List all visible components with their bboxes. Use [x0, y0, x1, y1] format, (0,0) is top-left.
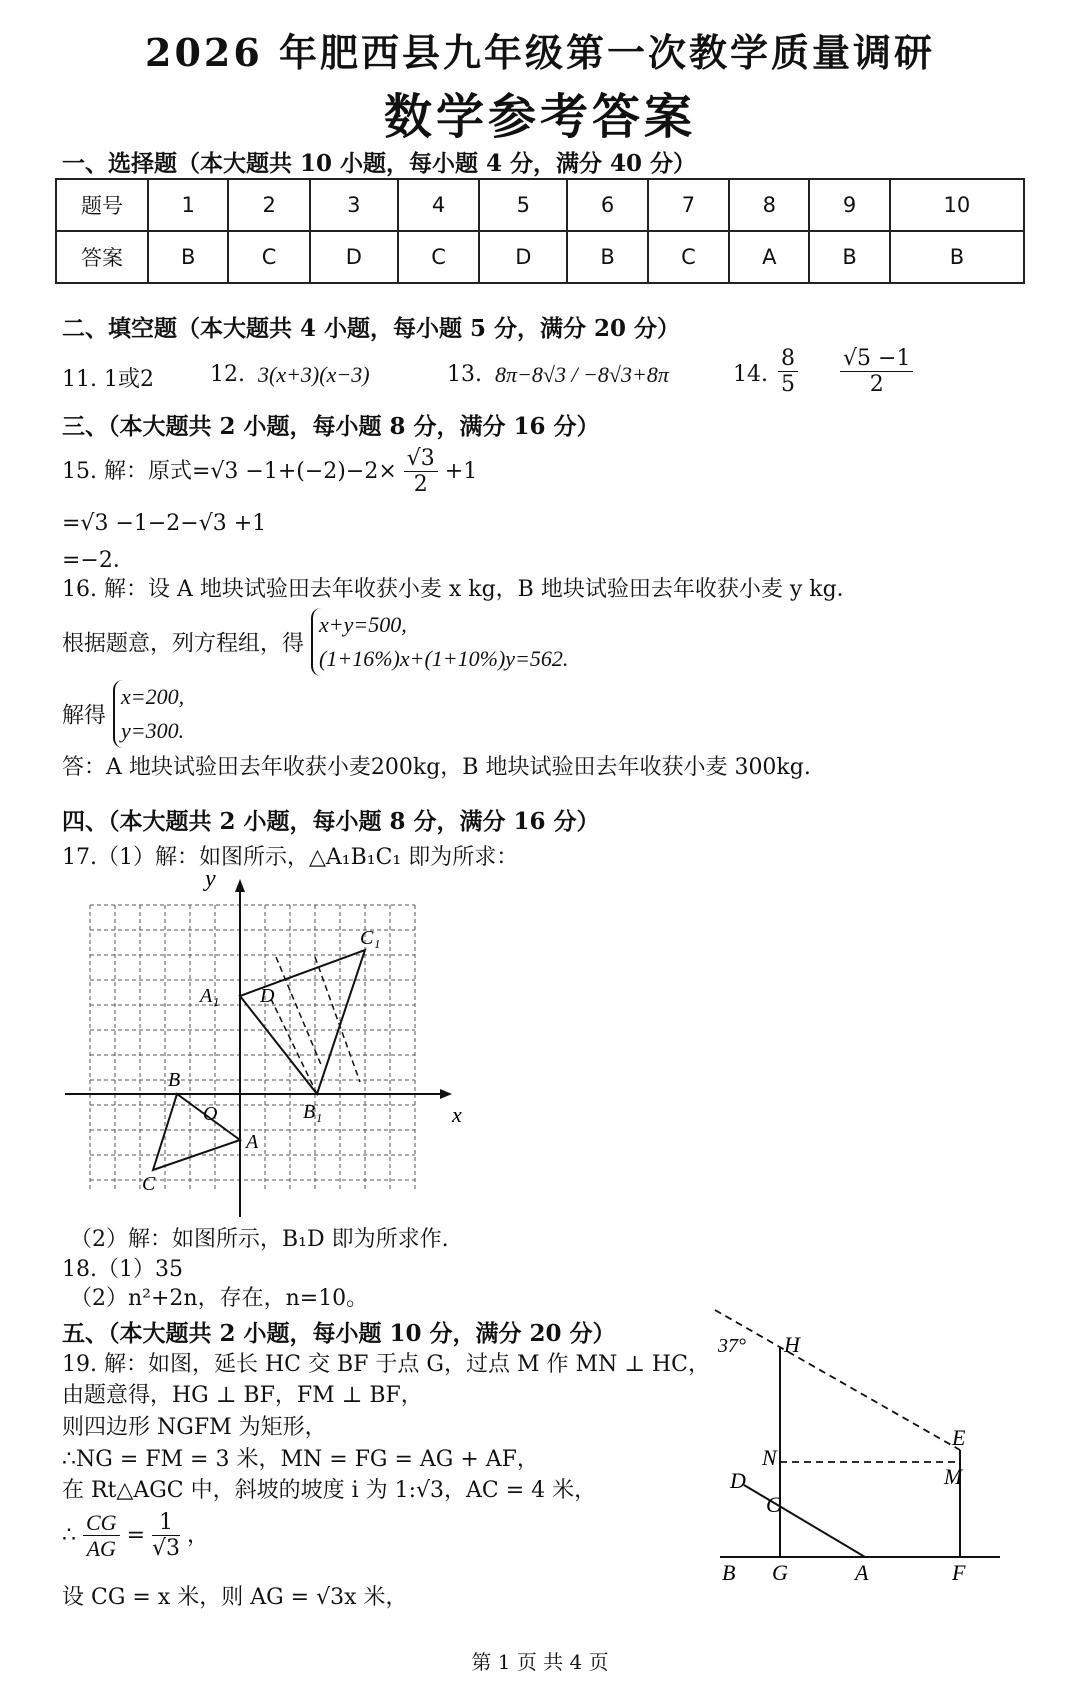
q15-frac-denominator: 2	[413, 472, 428, 498]
q12-answer: 3(x+3)(x−3)	[258, 362, 370, 387]
table-cell: D	[310, 231, 398, 283]
table-cell: 2	[228, 179, 309, 231]
equals-sign: =	[126, 1522, 145, 1548]
table-cell: B	[809, 231, 889, 283]
point-c-label: C	[142, 1173, 156, 1195]
point-a1-label: A₁	[200, 985, 220, 1007]
q17-part-2: （2）解：如图所示，B₁D 即为所求作.	[70, 1227, 449, 1252]
x-axis-label: x	[452, 1102, 462, 1127]
slope-figure	[700, 1300, 1010, 1590]
q18-part-2: （2）n²+2n，存在，n=10。	[70, 1286, 369, 1311]
table-header-cell: 题号	[56, 179, 148, 231]
answer-table	[55, 178, 1025, 284]
q19-line-6-tail: ，	[187, 1522, 210, 1548]
q16-solution-lead: 解得	[62, 703, 107, 729]
q14-b-numerator: √5 −1	[840, 346, 913, 372]
table-cell: 9	[809, 179, 889, 231]
q19-frac-right-numerator: 1	[152, 1510, 180, 1536]
coordinate-grid-figure	[60, 866, 462, 1222]
table-cell: 10	[890, 179, 1024, 231]
q17-part-1: 17.（1）解：如图所示，△A₁B₁C₁ 即为所求：	[62, 845, 519, 870]
q19-frac-left-denominator: AG	[86, 1536, 116, 1562]
point-m-label: M	[944, 1464, 963, 1489]
q19-line-1: 19. 解：如图，延长 HC 交 BF 于点 G，过点 M 作 MN ⊥ HC，	[62, 1352, 710, 1377]
point-d-label: D	[260, 985, 275, 1007]
point-f-label: F	[952, 1560, 966, 1585]
q13-label: 13.	[447, 362, 482, 387]
q14-fraction-a	[778, 346, 798, 398]
table-cell: D	[479, 231, 567, 283]
helper-dashed-line	[315, 957, 360, 1082]
point-a-label: A	[855, 1560, 869, 1585]
q19-line-3: 则四边形 NGFM 为矩形，	[62, 1415, 327, 1440]
q11-answer: 11. 1或2	[62, 367, 154, 392]
q19-line-7: 设 CG = x 米，则 AG = √3x 米，	[62, 1585, 408, 1610]
table-cell: 1	[148, 179, 228, 231]
q19-line-4: ∴NG = FM = 3 米，MN = FG = AG + AF，	[62, 1447, 539, 1472]
q19-line-5: 在 Rt△AGC 中，斜坡的坡度 i 为 1:√3，AC = 4 米，	[62, 1478, 597, 1503]
q16-answer: 答：A 地块试验田去年收获小麦200kg，B 地块试验田去年收获小麦 300kg.	[62, 755, 811, 780]
section5-heading: 五、（本大题共 2 小题，每小题 10 分，满分 20 分）	[62, 1320, 616, 1347]
q16-system	[62, 608, 568, 676]
section2-heading: 二、填空题（本大题共 4 小题，每小题 5 分，满分 20 分）	[62, 315, 681, 342]
q15-frac-numerator: √3	[404, 446, 438, 472]
table-cell: C	[228, 231, 309, 283]
table-cell: A	[729, 231, 809, 283]
q15-line-2: =√3 −1−2−√3 +1	[62, 511, 267, 536]
page-footer: 第 1 页 共 4 页	[471, 1650, 609, 1674]
angle-label: 37°	[718, 1335, 746, 1357]
point-g-label: G	[772, 1560, 788, 1585]
y-axis-label: y	[205, 866, 216, 892]
q14-a-numerator: 8	[778, 346, 798, 372]
q14-b-denominator: 2	[869, 372, 884, 398]
section1-heading: 一、选择题（本大题共 10 小题，每小题 4 分，满分 40 分）	[62, 150, 697, 177]
point-a-label: A	[246, 1131, 259, 1153]
section3-heading: 三、（本大题共 2 小题，每小题 8 分，满分 16 分）	[62, 413, 600, 440]
q14-fraction-b	[840, 346, 913, 398]
table-cell: B	[567, 231, 647, 283]
table-cell: 7	[648, 179, 729, 231]
table-cell: B	[890, 231, 1024, 283]
point-n-label: N	[762, 1445, 777, 1470]
q16-equation-2: (1+16%)x+(1+10%)y=562.	[319, 646, 569, 672]
q13-answer: 8π−8√3 / −8√3+8π	[495, 362, 669, 387]
y-axis-arrow	[235, 879, 245, 892]
point-e-label: E	[952, 1425, 966, 1450]
q19-frac-left-numerator: CG	[83, 1510, 120, 1536]
table-cell: 5	[479, 179, 567, 231]
therefore-symbol: ∴	[62, 1522, 76, 1548]
origin-label: O	[203, 1103, 218, 1125]
point-b1-label: B₁	[303, 1101, 323, 1123]
table-row-answers	[56, 231, 1024, 283]
q18-part-1: 18.（1）35	[62, 1257, 183, 1282]
q16-solution-1: x=200,	[121, 684, 185, 709]
table-cell: C	[648, 231, 729, 283]
q16-solution	[62, 680, 184, 748]
document-subtitle: 数学参考答案	[383, 89, 696, 145]
section4-heading: 四、（本大题共 2 小题，每小题 8 分，满分 16 分）	[62, 808, 600, 835]
q16-system-lead: 根据题意，列方程组，得	[62, 631, 305, 657]
point-h-label: H	[784, 1332, 800, 1357]
q19-line-2: 由题意得，HG ⊥ BF，FM ⊥ BF，	[62, 1383, 423, 1408]
q15-line-1	[62, 446, 477, 498]
q14-a-denominator: 5	[781, 372, 795, 398]
q15-expression: 15. 解：原式=√3 −1+(−2)−2×	[62, 458, 397, 484]
table-cell: 8	[729, 179, 809, 231]
table-cell: 3	[310, 179, 398, 231]
table-header-cell: 答案	[56, 231, 148, 283]
q16-equation-1: x+y=500,	[319, 612, 407, 637]
q12-label: 12.	[210, 362, 245, 387]
x-axis-arrow	[440, 1089, 452, 1099]
q14-label: 14.	[733, 362, 768, 387]
table-cell: B	[148, 231, 228, 283]
q19-frac-right-denominator: √3	[152, 1536, 181, 1562]
table-cell: 6	[567, 179, 647, 231]
q19-line-6	[62, 1510, 209, 1562]
document-title: 2026 年肥西县九年级第一次教学质量调研	[145, 30, 935, 75]
point-d-label: D	[730, 1468, 746, 1493]
point-b-label: B	[722, 1560, 736, 1585]
table-row-numbers	[56, 179, 1024, 231]
q16-line-1: 16. 解：设 A 地块试验田去年收获小麦 x kg，B 地块试验田去年收获小麦 y kg．	[62, 577, 859, 602]
point-b-label: B	[168, 1069, 181, 1091]
point-c1-label: C₁	[360, 927, 381, 949]
sight-line	[715, 1310, 960, 1450]
q15-expression-tail: +1	[444, 458, 478, 484]
q16-solution-2: y=300.	[121, 718, 185, 744]
table-cell: C	[398, 231, 479, 283]
q15-line-3: =−2．	[62, 548, 135, 573]
table-cell: 4	[398, 179, 479, 231]
point-c-label: C	[766, 1492, 781, 1517]
slope-line	[744, 1485, 865, 1557]
